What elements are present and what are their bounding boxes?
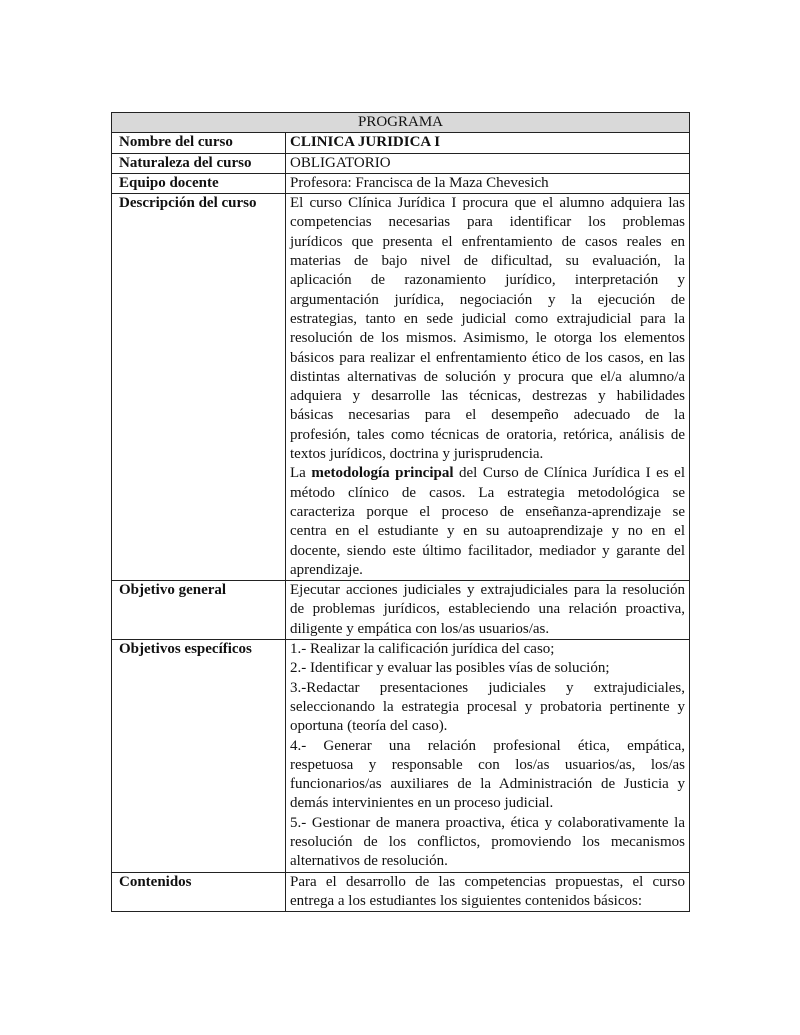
text-line: resolución de los conflictos, promoviendo los mecanismos (290, 833, 685, 850)
text-line: El curso Clínica Jurídica I procura que el alumno adquiera las (290, 195, 685, 212)
text-line (290, 464, 685, 483)
row-label: Equipo docente (112, 173, 286, 193)
text-line: aplicación de razonamiento jurídico, interpretación y (290, 272, 685, 289)
text-line: seleccionando la estrategia procesal y probatoria pertinente y (290, 698, 685, 715)
table-title: PROGRAMA (112, 113, 690, 133)
text-line: de problemas jurídicos, estableciendo una relación proactiva, (290, 601, 685, 618)
text-line: 2.- Identificar y evaluar las posibles vías de solución; (290, 660, 610, 677)
text-line: OBLIGATORIO (290, 154, 391, 171)
text-line: alternativos de resolución. (290, 853, 448, 870)
text-line: oportuna (teoría del caso). (290, 718, 448, 735)
row-label: Descripción del curso (112, 194, 286, 581)
text-line: 5.- Gestionar de manera proactiva, ética y colaborativamente la (290, 814, 685, 831)
text-line: Para el desarrollo de las competencias propuestas, el curso (290, 873, 685, 890)
text-line: jurídicos que presenta el enfrentamiento de casos reales en (290, 233, 685, 250)
text-line: profesión, tales como técnicas de oratoria, retórica, análisis de (290, 426, 685, 443)
table-row (112, 872, 690, 912)
text-segment: La (290, 465, 312, 482)
text-line: competencias necesarias para identificar los problemas (290, 214, 685, 231)
text-line: distintas alternativas de solución y procura que el/a alumno/a (290, 368, 685, 385)
text-line: entrega a los estudiantes los siguientes contenidos básicos: (290, 892, 643, 909)
table-row (112, 194, 690, 581)
text-line: 1.- Realizar la calificación jurídica del caso; (290, 641, 555, 658)
text-segment: del Curso de Clínica Jurídica I es el (453, 465, 685, 482)
row-label: Objetivo general (112, 581, 286, 640)
table-header-row (112, 113, 690, 133)
table-row (112, 581, 690, 640)
text-line: argumentación jurídica, negociación y la ejecución de (290, 291, 685, 308)
row-value (286, 153, 690, 173)
text-line: resolución de los mismos. Asimismo, le otorga los elementos (290, 330, 685, 347)
row-label: Nombre del curso (112, 133, 286, 153)
row-label: Contenidos (112, 872, 286, 912)
text-line: CLINICA JURIDICA I (290, 134, 441, 151)
text-line: aprendizaje. (290, 561, 363, 578)
row-label: Naturaleza del curso (112, 153, 286, 173)
row-value (286, 173, 690, 193)
text-line: diligente y empática con los/as usuarios/as. (290, 620, 550, 637)
bold-text: metodología principal (311, 465, 454, 482)
row-label: Objetivos específicos (112, 640, 286, 873)
text-line: adquiera y desarrolle las técnicas, destrezas y habilidades (290, 388, 685, 405)
text-line: docente, siendo este último facilitador, mediador y garante del (290, 542, 685, 559)
text-line: básicas necesarias para el desempeño adecuado de la (290, 407, 685, 424)
row-value (286, 872, 690, 912)
program-table (111, 112, 690, 912)
text-line: centra en el estudiante y en su autoaprendizaje y no en el (290, 523, 685, 540)
text-line: textos jurídicos, doctrina y jurisprudencia. (290, 446, 544, 463)
text-line: respetuosa y responsable con los/as usuarios/as, los/as (290, 756, 685, 773)
text-line: demás intervinientes en un proceso judicial. (290, 795, 554, 812)
row-value (286, 194, 690, 581)
text-line: caracteriza porque el proceso de enseñanza-aprendizaje se (290, 503, 685, 520)
table-row (112, 153, 690, 173)
table-row (112, 173, 690, 193)
text-line: estrategias, tanto en sede judicial como extrajudicial para la (290, 310, 685, 327)
row-value (286, 581, 690, 640)
table-row (112, 133, 690, 153)
row-value (286, 640, 690, 873)
text-line: básicos para realizar el enfrentamiento ético de los casos, en las (290, 349, 685, 366)
row-value (286, 133, 690, 153)
table-row (112, 640, 690, 873)
text-line: Profesora: Francisca de la Maza Chevesich (290, 174, 549, 191)
text-line: funcionarios/as auxiliares de la Administración de Justicia y (290, 776, 685, 793)
text-line: 4.- Generar una relación profesional ética, empática, (290, 737, 685, 754)
text-line: Ejecutar acciones judiciales y extrajudiciales para la resolución (290, 582, 685, 599)
text-line: método clínico de casos. La estrategia metodológica se (290, 484, 685, 501)
text-line: 3.-Redactar presentaciones judiciales y extrajudiciales, (290, 679, 685, 696)
text-line: materias de bajo nivel de dificultad, su evaluación, la (290, 253, 685, 270)
